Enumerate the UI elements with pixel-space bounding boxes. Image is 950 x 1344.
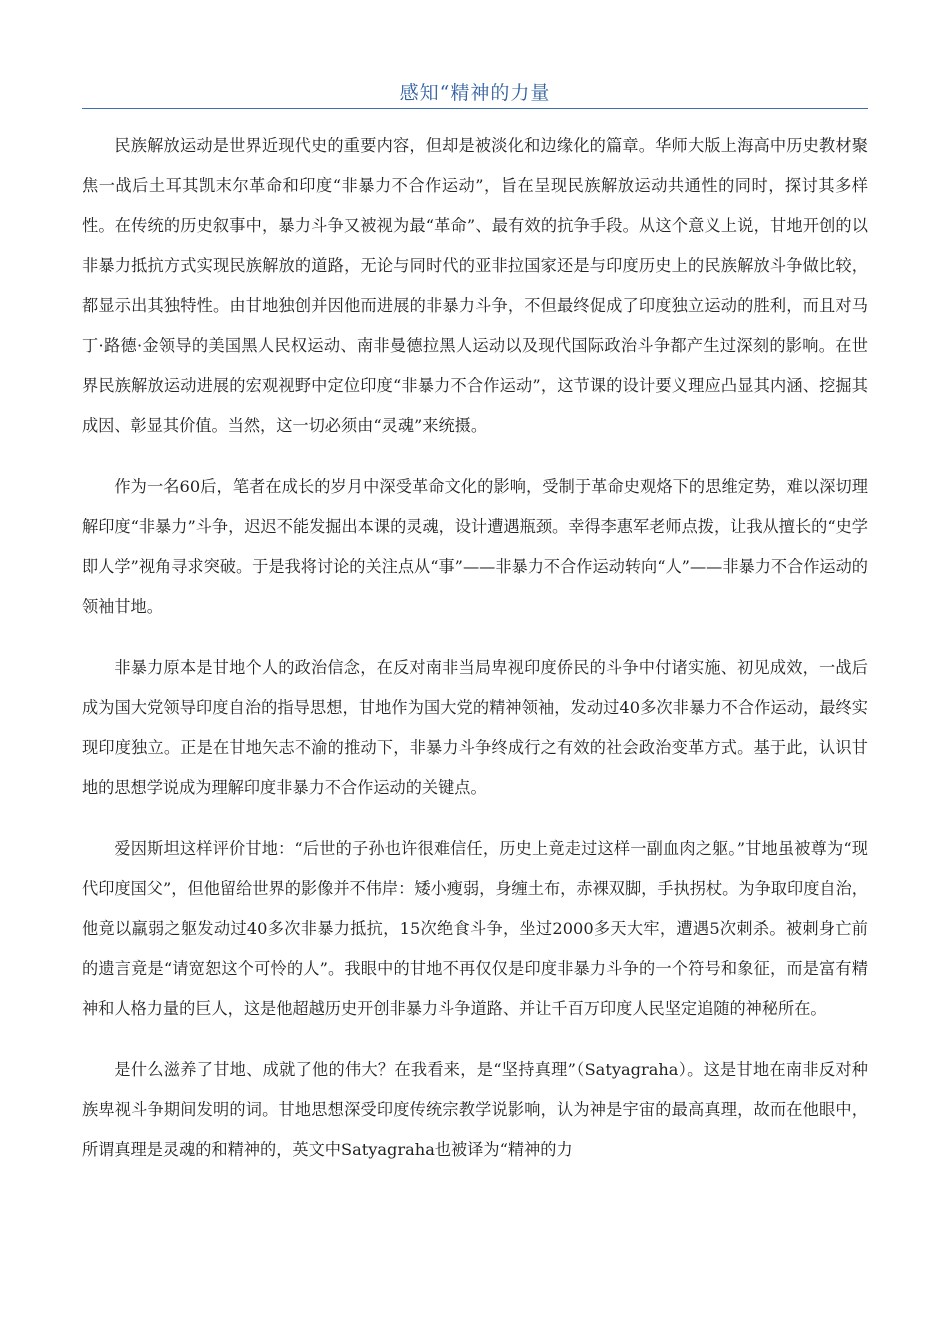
paragraph-3: 非暴力原本是甘地个人的政治信念，在反对南非当局卑视印度侨民的斗争中付诸实施、初见成效，一战后成为国大党领导印度自治的指导思想，甘地作为国大党的精神领袖，发动过40多次非暴力不合作运动，最终实现印度独立。正是在甘地矢志不渝的推动下，非暴力斗争终成行之有效的社会政治变革方式。基于此，认识甘地的思想学说成为理解印度非暴力不合作运动的关键点。 [82,658,868,797]
paragraph-2: 作为一名60后，笔者在成长的岁月中深受革命文化的影响，受制于革命史观烙下的思维定势，难以深切理解印度“非暴力”斗争，迟迟不能发掘出本课的灵魂，设计遭遇瓶颈。幸得李惠军老师点拨，让我从擅长的“史学即人学”视角寻求突破。于是我将讨论的关注点从“事”——非暴力不合作运动转向“人”——非暴力不合作运动的领袖甘地。 [82,477,868,616]
page-header [82,80,868,109]
page-title: 感知“精神的力量 [399,82,551,104]
paragraph-4: 爱因斯坦这样评价甘地：“后世的子孙也许很难信任，历史上竟走过这样一副血肉之躯。”甘地虽被尊为“现代印度国父”，但他留给世界的影像并不伟岸：矮小瘦弱，身缠土布，赤裸双脚，手执拐杖。为争取印度自治，他竟以羸弱之躯发动过40多次非暴力抵抗，15次绝食斗争，坐过2000多天大牢，遭遇5次刺杀。被刺身亡前的遗言竟是“请宽恕这个可怜的人”。我眼中的甘地不再仅仅是印度非暴力斗争的一个符号和象征，而是富有精神和人格力量的巨人，这是他超越历史开创非暴力斗争道路、并让千百万印度人民坚定追随的神秘所在。 [82,839,868,1018]
article-body [82,126,868,1191]
paragraph-1: 民族解放运动是世界近现代史的重要内容，但却是被淡化和边缘化的篇章。华师大版上海高中历史教材聚焦一战后土耳其凯末尔革命和印度“非暴力不合作运动”，旨在呈现民族解放运动共通性的同时，探讨其多样性。在传统的历史叙事中，暴力斗争又被视为最“革命”、最有效的抗争手段。从这个意义上说，甘地开创的以非暴力抵抗方式实现民族解放的道路，无论与同时代的亚非拉国家还是与印度历史上的民族解放斗争做比较，都显示出其独特性。由甘地独创并因他而进展的非暴力斗争，不但最终促成了印度独立运动的胜利，而且对马丁·路德·金领导的美国黑人民权运动、南非曼德拉黑人运动以及现代国际政治斗争都产生过深刻的影响。在世界民族解放运动进展的宏观视野中定位印度“非暴力不合作运动”，这节课的设计要义理应凸显其内涵、挖掘其成因、彰显其价值。当然，这一切必须由“灵魂”来统摄。 [82,136,868,435]
paragraph-5: 是什么滋养了甘地、成就了他的伟大？在我看来，是“坚持真理”（Satyagraha）。这是甘地在南非反对种族卑视斗争期间发明的词。甘地思想深受印度传统宗教学说影响，认为神是宇宙的最高真理，故而在他眼中，所谓真理是灵魂的和精神的，英文中Satyagraha也被译为“精神的力 [82,1060,868,1159]
